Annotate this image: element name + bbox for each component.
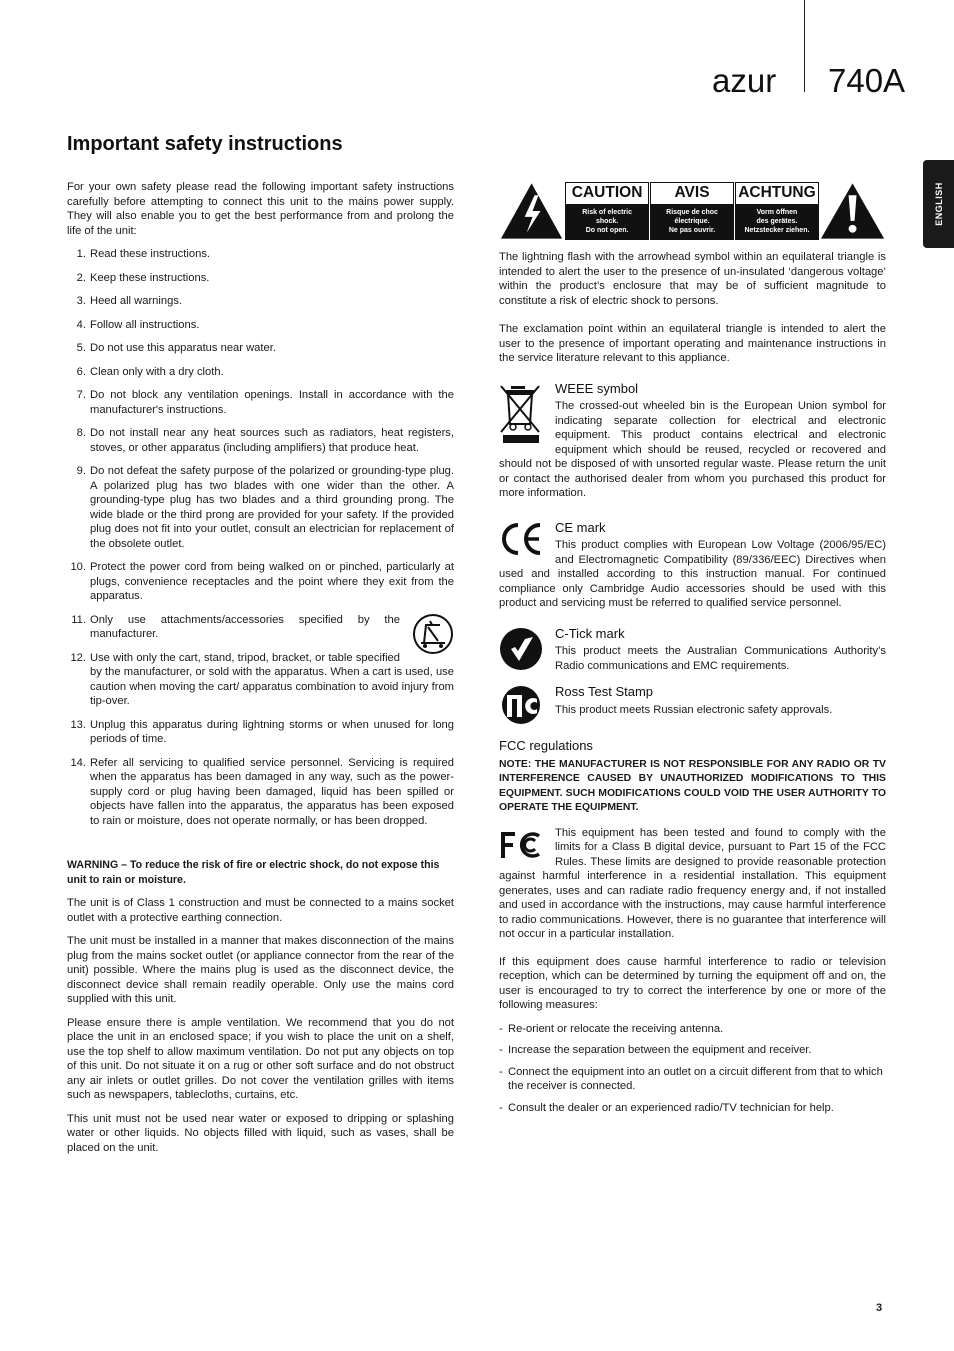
ross-section bbox=[499, 685, 886, 725]
c-tick-icon bbox=[499, 627, 543, 671]
weee-bin-icon bbox=[499, 382, 543, 444]
fcc-title: FCC regulations bbox=[499, 738, 593, 753]
fcc-paragraph-2: If this equipment does cause harmful interference to radio or television reception, which can be determined by turning the equipment off and on, the user is encouraged to try to correct the interference by one or more of the following measures: bbox=[499, 955, 886, 1011]
ce-title: CE mark bbox=[555, 519, 606, 535]
right-column bbox=[499, 180, 886, 1122]
header-divider bbox=[804, 0, 805, 92]
list-item: 3. Heed all warnings. bbox=[76, 295, 183, 307]
cart-warning-icon bbox=[412, 613, 454, 655]
ctick-title: C-Tick mark bbox=[555, 625, 625, 641]
list-item: 11. Only use attachments/accessories specified by the manufacturer. bbox=[67, 613, 454, 642]
list-item: 13. Unplug this apparatus during lightning storms or when unused for long periods of time. bbox=[70, 718, 454, 745]
achtung-label: ACHTUNG Vorm öffnen des gerätes. Netzstecker ziehen. bbox=[735, 182, 819, 240]
avis-label: AVIS Risque de choc électrique. Ne pas ouvrir. bbox=[650, 182, 734, 240]
intro-paragraph: For your own safety please read the following important safety instructions carefully before attempting to connect this unit to the mains power supply. They will also enable you to get the best performance from and prolong the life of the unit: bbox=[67, 181, 454, 237]
fcc-logo-icon bbox=[499, 830, 543, 860]
brand-name: azur bbox=[712, 62, 777, 99]
page-title: Important safety instructions bbox=[67, 133, 343, 155]
list-item: - Connect the equipment into an outlet on a circuit different from that to which the receiver is connected. bbox=[499, 1065, 886, 1094]
ross-title: Ross Test Stamp bbox=[555, 684, 654, 699]
list-item: 1. Read these instructions. bbox=[76, 248, 211, 260]
weee-title: WEEE symbol bbox=[555, 380, 639, 396]
exclamation-paragraph: The exclamation point within an equilateral triangle is intended to alert the user to the presence of important operating and maintenance instructions in the service literature relevant to this appliance. bbox=[499, 323, 886, 364]
caution-label: CAUTION Risk of electric shock. Do not open. bbox=[565, 182, 649, 240]
language-tab-label: ENGLISH bbox=[933, 182, 944, 226]
instruction-list bbox=[67, 247, 454, 828]
list-item: 6. Clean only with a dry cloth. bbox=[76, 365, 224, 378]
water-paragraph: This unit must not be used near water or exposed to dripping or splashing water or other liquids. No objects filled with liquid, such as vases, shall be placed on the unit. bbox=[67, 1112, 454, 1154]
list-item: 2. Keep these instructions. bbox=[76, 271, 210, 284]
fcc-paragraph-1: This equipment has been tested and found to comply with the limits for a Class B digital device, pursuant to Part 15 of the FCC Rules. These limits are designed to provide reasonable protection against harmful interference in a residential installation. This equipment generates, uses and can radiate radio frequency energy and, if not installed and used in accordance with the instructions, may cause harmful interference to radio communications. However, there is no guarantee that interference will not occur in a particular installation. bbox=[499, 826, 886, 940]
list-item: 12. Use with only the cart, stand, tripod, bracket, or table specified by the manufacturer, or sold with the apparatus. When a cart is used, use caution when moving the cart/ apparatus combination to avoid injury from tip-over. bbox=[70, 651, 454, 707]
class1-paragraph: The unit is of Class 1 construction and must be connected to a mains socket outlet with a protective earthing connection. bbox=[67, 897, 454, 924]
fcc-measures-list bbox=[499, 1022, 886, 1116]
page-number: 3 bbox=[876, 1302, 883, 1314]
ross-test-stamp-icon bbox=[499, 685, 543, 725]
ce-section bbox=[499, 521, 886, 611]
ventilation-paragraph: Please ensure there is ample ventilation. We recommend that you do not place the unit in an enclosed space; if you wish to place the unit on a shelf, use the top shelf to allow maximum ventilation. Do not put any objects on top of this unit. Do not situate it on a rug or other soft surface and do not obstruct any air inlets or outlet grilles. Do not cover the ventilation grilles with items such as newspapers, tablecloths, curtains, etc. bbox=[67, 1016, 454, 1101]
exclamation-triangle-icon bbox=[819, 181, 886, 241]
ce-mark-icon bbox=[499, 521, 543, 557]
list-item: - Re-orient or relocate the receiving antenna. bbox=[499, 1022, 886, 1037]
ctick-section bbox=[499, 627, 886, 674]
list-item: 5. Do not use this apparatus near water. bbox=[76, 342, 276, 354]
list-item: - Consult the dealer or an experienced radio/TV technician for help. bbox=[499, 1101, 886, 1116]
list-item: 14. Refer all servicing to qualified service personnel. Servicing is required when the apparatus has been damaged in any way, such as the power-supply cord or plug having been damaged, liquid has been spilled or objects have fallen into the apparatus, the apparatus has been exposed to rain or moisture, does not operate normally, or has been dropped. bbox=[70, 756, 454, 827]
warning-text: WARNING – To reduce the risk of fire or electric shock, do not expose this unit to rain or moisture. bbox=[67, 859, 440, 886]
weee-text: The crossed-out wheeled bin is the European Union symbol for indicating separate collection for electrical and electronic equipment. This product contains electrical and electronic equipment which should be reused, recycled or recovered and should not be disposed of with unsorted regular waste. Please return the unit or contact the authorised dealer from whom you purchased this product for more information. bbox=[499, 400, 886, 499]
list-item: 10. Protect the power cord from being walked on or pinched, particularly at plugs, convenience receptacles and the point where they exit from the apparatus. bbox=[70, 561, 454, 602]
list-item: - Increase the separation between the equipment and receiver. bbox=[499, 1043, 886, 1058]
list-item: 7. Do not block any ventilation openings. Install in accordance with the manufacturer's instructions. bbox=[76, 389, 454, 416]
lightning-paragraph: The lightning flash with the arrowhead symbol within an equilateral triangle is intended to alert the user to the presence of un-insulated ‘dangerous voltage’ within the product’s enclosure that may be of sufficient magnitude to constitute a risk of electric shock to persons. bbox=[499, 251, 886, 307]
caution-banner bbox=[499, 180, 886, 242]
left-column bbox=[67, 180, 454, 1164]
language-tab bbox=[923, 160, 954, 248]
weee-section bbox=[499, 382, 886, 501]
lightning-triangle-icon bbox=[499, 181, 564, 241]
ctick-text: This product meets the Australian Communications Authority’s Radio communications and EMC requirements. bbox=[555, 645, 886, 672]
list-item: 9. Do not defeat the safety purpose of the polarized or grounding-type plug. A polarized plug has two blades with one wider than the other. A grounding-type plug has two blades and a third grounding prong. The wide blade or the third prong are provided for your safety. If the provided plug does not fit into your outlet, consult an electrician for replacement of the obsolete outlet. bbox=[76, 465, 454, 550]
fcc-section bbox=[499, 826, 886, 951]
disconnect-paragraph: The unit must be installed in a manner that makes disconnection of the mains plug from the mains socket outlet (or appliance connector from the rear of the unit) possible. Where the mains plug is used as the disconnect device, the disconnect device shall remain readily operable. Only use the mains cord supplied with this unit. bbox=[67, 935, 454, 1005]
model-name: 740A bbox=[828, 62, 906, 99]
fcc-note: NOTE: THE MANUFACTURER IS NOT RESPONSIBLE FOR ANY RADIO OR TV INTERFERENCE CAUSED BY UNAUTHORIZED MODIFICATIONS TO THIS EQUIPMENT. SUCH MODIFICATIONS COULD VOID THE USER AUTHORITY TO OPERATE THE EQUIPMENT. bbox=[499, 758, 886, 813]
list-item: 4. Follow all instructions. bbox=[76, 318, 200, 331]
ross-text: This product meets Russian electronic safety approvals. bbox=[555, 703, 833, 716]
ce-text: This product complies with European Low Voltage (2006/95/EC) and Electromagnetic Compatibility (89/336/EEC) Directives when used and installed according to this instruction manual. For continued compliance only Cambridge Audio accessories should be used with this product and servicing must be referred to qualified service personnel. bbox=[499, 539, 886, 609]
list-item: 8. Do not install near any heat sources such as radiators, heat registers, stoves, or other apparatus (including amplifiers) that produce heat. bbox=[76, 427, 454, 454]
